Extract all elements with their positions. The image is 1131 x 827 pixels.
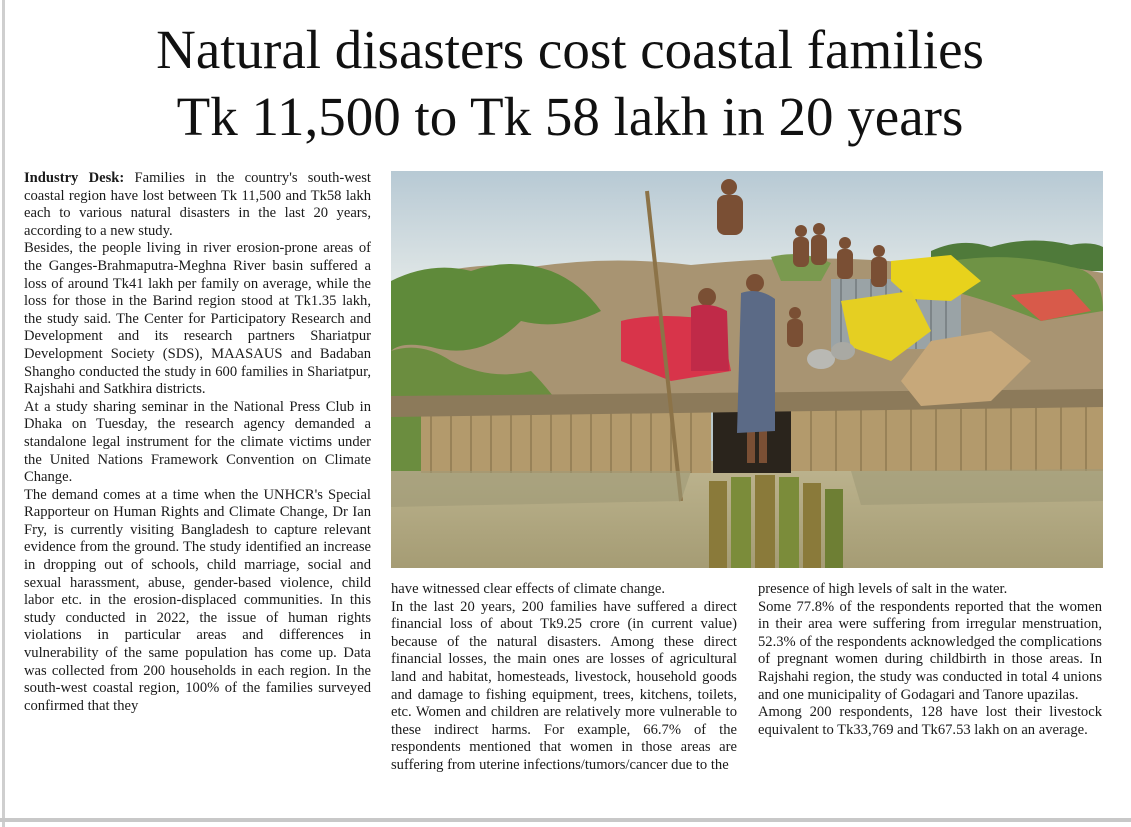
headline-line-2: Tk 11,500 to Tk 58 lakh in 20 years (176, 86, 964, 147)
lead-text: Families in the country's south-west coastal region have lost between Tk 11,500 and Tk58 lakh each to various natural disasters in the last 20 years, according to a new study. (24, 170, 371, 239)
headline-line-1: Natural disasters cost coastal families (156, 19, 984, 80)
article-column-2 (391, 581, 737, 775)
article-paragraph (24, 170, 371, 240)
article-column-1 (24, 170, 371, 715)
article-paragraph: Some 77.8% of the respondents reported that the women in their area were suffering from irregular menstruation, 52.3% of the respondents acknowledged the complications of pregnant women during childbirth in those areas. In Rajshahi region, the study was conducted in total 4 unions and one municipality of Godagari and Tanore upazilas. (758, 598, 1102, 703)
byline: Industry Desk: (24, 170, 125, 186)
news-photo (391, 171, 1103, 568)
article-column-3 (758, 581, 1102, 739)
headline (10, 16, 1130, 150)
article-paragraph: In the last 20 years, 200 families have suffered a direct financial loss of about Tk9.25 crore (in current value) because of the natural disasters. Among these direct financial losses, the main ones are losses of agricultural land and habitat, homesteads, livestock, household goods and damage to fishing equipment, trees, kitchens, toilets, etc. Women and children are relatively more vulnerable to these indirect harms. For example, 66.7% of the respondents mentioned that women in those areas are suffering from uterine infections/tumors/cancer due to the (391, 598, 737, 773)
article-paragraph: The demand comes at a time when the UNHCR's Special Rapporteur on Human Rights and Climate Change, Dr Ian Fry, is currently visiting Bangladesh to capture relevant evidence from the ground. The study identified an increase in dropping out of schools, child marriage, social and sexual harassment, abuse, gender-based violence, child labor etc. in the erosion-displaced communities. In this study conducted in 2022, the issue of human rights violations in particular areas and differences in vulnerability of the same population has come up. Data was collected from 200 households in each region. In the south-west coastal region, 100% of the families surveyed confirmed that they (24, 486, 371, 714)
article-paragraph: Besides, the people living in river erosion-prone areas of the Ganges-Brahmaputra-Meghna River basin suffered a loss of around Tk41 lakh per family on average, while the loss for those in the Barind region stood at Tk1.35 lakh, the study said. The Center for Participatory Research and Development and its research partners Shariatpur Development Society (SDS), MAASAUS and Badaban Shangho conducted the study in 600 families in Shariatpur, Rajshahi and Satkhira districts. (24, 240, 371, 398)
article-paragraph: At a study sharing seminar in the National Press Club in Dhaka on Tuesday, the research agency demanded a standalone legal instrument for the climate victims under the United Nations Framework Convention on Climate Change. (24, 398, 371, 486)
article-paragraph: Among 200 respondents, 128 have lost their livestock equivalent to Tk33,769 and Tk67.53 lakh on an average. (758, 704, 1102, 738)
page-left-rule (2, 0, 5, 827)
article-paragraph: presence of high levels of salt in the water. (758, 581, 1008, 597)
article-paragraph: have witnessed clear effects of climate change. (391, 581, 666, 597)
page-bottom-rule (0, 818, 1131, 822)
